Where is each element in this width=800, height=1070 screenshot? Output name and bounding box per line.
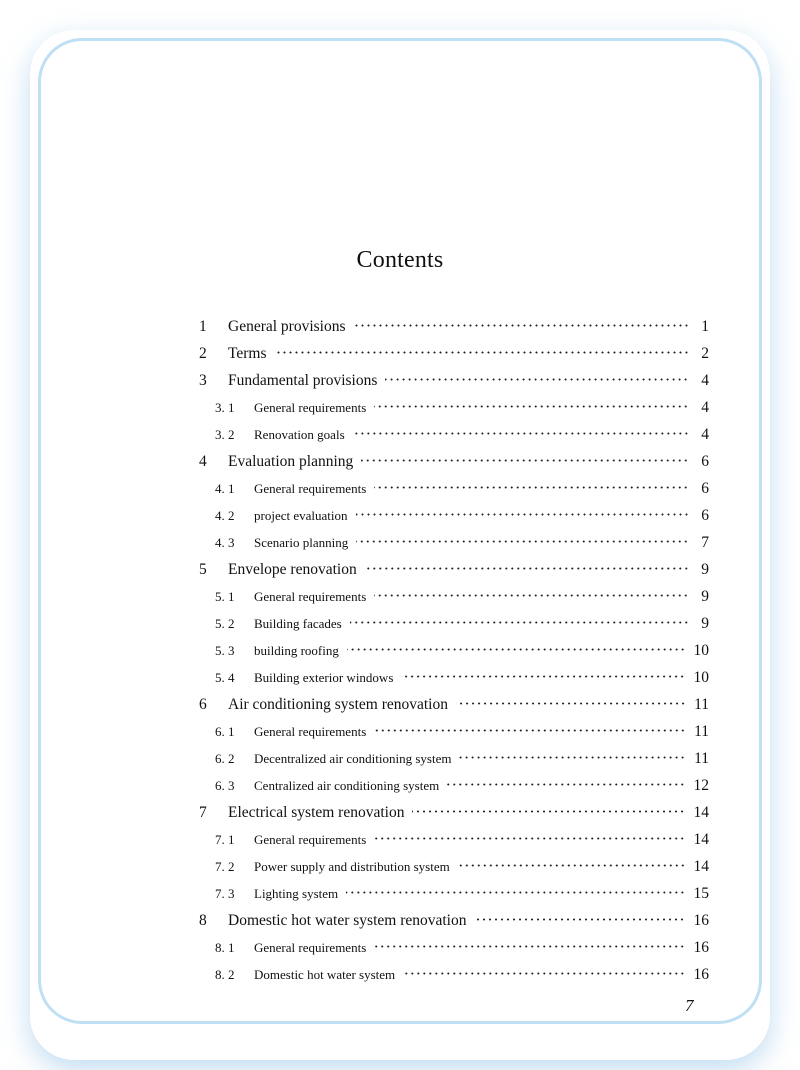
dot-leader <box>356 540 689 543</box>
toc-entry-number: 7. 3 <box>215 886 235 901</box>
dot-leader <box>353 432 689 435</box>
toc-entry-page: 16 <box>693 939 709 956</box>
toc-entry-page: 9 <box>701 561 709 578</box>
dot-leader <box>361 459 689 462</box>
dot-leader <box>447 783 685 786</box>
toc-section-entry[interactable] <box>199 723 709 750</box>
toc-entry-page: 10 <box>693 642 709 659</box>
toc-section-entry[interactable] <box>199 480 709 507</box>
toc-entry-label: Scenario planning <box>254 535 349 550</box>
toc-section-entry[interactable] <box>199 426 709 453</box>
toc-entry-label: Decentralized air conditioning system <box>254 751 452 766</box>
dot-leader <box>374 486 689 489</box>
toc-entry-number: 7. 2 <box>215 859 235 874</box>
toc-entry-number: 2 <box>199 345 207 362</box>
toc-entry-number: 5 <box>199 561 207 578</box>
toc-section-entry[interactable] <box>199 831 709 858</box>
toc-entry-number: 5. 4 <box>215 670 235 685</box>
toc-chapter-entry[interactable] <box>199 345 709 372</box>
toc-chapter-entry[interactable] <box>199 804 709 831</box>
toc-section-entry[interactable] <box>199 669 709 696</box>
dot-leader <box>385 378 689 381</box>
toc-entry-number: 6 <box>199 696 207 713</box>
toc-entry-label: Building exterior windows <box>254 670 394 685</box>
toc-entry-number: 4. 2 <box>215 508 235 523</box>
toc-entry-page: 4 <box>701 399 709 416</box>
toc-chapter-entry[interactable] <box>199 912 709 939</box>
toc-entry-label: General requirements <box>254 481 367 496</box>
toc-entry-number: 3 <box>199 372 207 389</box>
toc-entry-page: 14 <box>693 858 709 875</box>
toc-section-entry[interactable] <box>199 858 709 885</box>
toc-entry-number: 8. 2 <box>215 967 235 982</box>
toc-entry-label: General requirements <box>254 832 367 847</box>
toc-entry-page: 11 <box>694 723 709 740</box>
toc-chapter-entry[interactable] <box>199 561 709 588</box>
toc-entry-page: 7 <box>701 534 709 551</box>
toc-entry-number: 6. 3 <box>215 778 235 793</box>
toc-entry-label: Envelope renovation <box>228 561 357 578</box>
dot-leader <box>412 810 685 813</box>
toc-entry-number: 7. 1 <box>215 832 235 847</box>
toc-entry-page: 12 <box>693 777 709 794</box>
dot-leader <box>459 756 686 759</box>
toc-entry-number: 4. 1 <box>215 481 235 496</box>
toc-section-entry[interactable] <box>199 939 709 966</box>
toc-entry-number: 5. 3 <box>215 643 235 658</box>
toc-entry-number: 3. 1 <box>215 400 235 415</box>
dot-leader <box>374 945 685 948</box>
toc-entry-page: 11 <box>694 696 709 713</box>
toc-section-entry[interactable] <box>199 588 709 615</box>
toc-entry-label: General requirements <box>254 400 367 415</box>
page-title: Contents <box>356 247 444 273</box>
toc-entry-page: 4 <box>701 372 709 389</box>
toc-entry-number: 5. 2 <box>215 616 235 631</box>
toc-entry-page: 2 <box>701 345 709 362</box>
toc-entry-page: 9 <box>701 588 709 605</box>
toc-entry-label: Building facades <box>254 616 342 631</box>
dot-leader <box>458 864 686 867</box>
document-page <box>38 38 762 1024</box>
dot-leader <box>347 648 686 651</box>
toc-entry-number: 4. 3 <box>215 535 235 550</box>
toc-entry-label: Air conditioning system renovation <box>228 696 448 713</box>
toc-entry-number: 8. 1 <box>215 940 235 955</box>
toc-entry-label: Renovation goals <box>254 427 345 442</box>
toc-entry-page: 11 <box>694 750 709 767</box>
toc-entry-label: Domestic hot water system <box>254 967 396 982</box>
toc-entry-number: 6. 1 <box>215 724 235 739</box>
toc-entry-page: 1 <box>701 318 709 335</box>
dot-leader <box>374 729 686 732</box>
toc-entry-label: General requirements <box>254 940 367 955</box>
toc-section-entry[interactable] <box>199 399 709 426</box>
dot-leader <box>356 513 690 516</box>
page-number: 7 <box>685 996 694 1015</box>
toc-entry-number: 5. 1 <box>215 589 235 604</box>
toc-entry-page: 16 <box>693 912 709 929</box>
toc-entry-number: 1 <box>199 318 207 335</box>
dot-leader <box>403 972 685 975</box>
dot-leader <box>354 324 689 327</box>
dot-leader <box>346 891 685 894</box>
toc-section-entry[interactable] <box>199 615 709 642</box>
toc-entry-number: 6. 2 <box>215 751 235 766</box>
toc-entry-number: 4 <box>199 453 207 470</box>
toc-entry-page: 10 <box>693 669 709 686</box>
toc-section-entry[interactable] <box>199 507 709 534</box>
dot-leader <box>374 405 689 408</box>
toc-entry-label: Centralized air conditioning system <box>254 778 440 793</box>
toc-entry-page: 6 <box>701 480 709 497</box>
toc-entry-number: 7 <box>199 804 207 821</box>
toc-entry-label: General requirements <box>254 589 367 604</box>
dot-leader <box>365 567 689 570</box>
toc-chapter-entry[interactable] <box>199 453 709 480</box>
dot-leader <box>350 621 689 624</box>
toc-chapter-entry[interactable] <box>199 696 709 723</box>
dot-leader <box>374 837 685 840</box>
toc-chapter-entry[interactable] <box>199 318 709 345</box>
toc-entry-label: General provisions <box>228 318 346 335</box>
toc-section-entry[interactable] <box>199 885 709 912</box>
toc-entry-label: Electrical system renovation <box>228 804 405 821</box>
toc-entry-page: 6 <box>701 507 709 524</box>
toc-entry-label: Terms <box>228 345 267 362</box>
toc-entry-page: 9 <box>701 615 709 632</box>
toc-section-entry[interactable] <box>199 966 709 993</box>
toc-entry-page: 14 <box>693 831 709 848</box>
toc-entry-number: 3. 2 <box>215 427 235 442</box>
toc-entry-label: project evaluation <box>254 508 348 523</box>
toc-section-entry[interactable] <box>199 750 709 777</box>
toc-section-entry[interactable] <box>199 642 709 669</box>
toc-entry-page: 15 <box>693 885 709 902</box>
toc-entry-label: General requirements <box>254 724 367 739</box>
toc-section-entry[interactable] <box>199 534 709 561</box>
toc-entry-label: building roofing <box>254 643 339 658</box>
table-of-contents <box>199 318 709 993</box>
dot-leader <box>374 594 689 597</box>
toc-entry-label: Fundamental provisions <box>228 372 378 389</box>
toc-entry-label: Power supply and distribution system <box>254 859 450 874</box>
dot-leader <box>456 702 686 705</box>
toc-entry-page: 6 <box>701 453 709 470</box>
toc-entry-label: Lighting system <box>254 886 339 901</box>
toc-entry-label: Domestic hot water system renovation <box>228 912 467 929</box>
toc-section-entry[interactable] <box>199 777 709 804</box>
toc-entry-label: Evaluation planning <box>228 453 354 470</box>
toc-chapter-entry[interactable] <box>199 372 709 399</box>
toc-entry-number: 8 <box>199 912 207 929</box>
dot-leader <box>401 675 685 678</box>
dot-leader <box>275 351 689 354</box>
toc-entry-page: 14 <box>693 804 709 821</box>
dot-leader <box>474 918 685 921</box>
toc-entry-page: 4 <box>701 426 709 443</box>
toc-entry-page: 16 <box>693 966 709 983</box>
